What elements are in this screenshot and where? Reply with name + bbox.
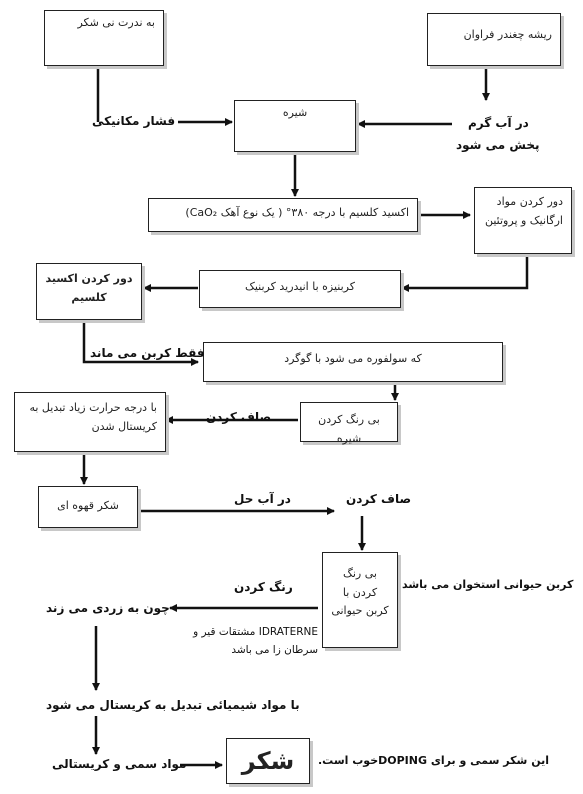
box-decolor-syrup: بی رنگ کردن شیره [300,402,398,442]
label-because-yellow: چون به زردی می زند [46,601,170,615]
label-toxic-crystal: مواد سمی و کریستالی [52,757,187,771]
label-chemical-crystal: با مواد شیمیائی تبدیل به کریستال می شود [46,698,300,712]
box-remove-organic: دور کردن مواد ارگانیک و پروتئین [474,187,572,254]
box-carbonate: کربنیزه با انیدرید کربنیک [199,270,401,308]
label-filtering-1: صاف کردن [206,410,272,424]
label-hot-water-line1: در آب گرم [468,116,529,130]
label-idraterne-note: IDRATERNE مشتقات قیر و سرطان زا می باشد [193,626,318,656]
label-dissolve-in-water: در آب حل [234,492,291,506]
arrow-organic-to-carbonate [408,254,527,288]
box-rarely-sugarcane: به ندرت نی شکر [44,10,164,66]
label-filtering-2: صاف کردن [346,492,412,506]
label-coloring: رنگ کردن [234,580,293,594]
box-syrup: شیره [234,100,356,152]
box-sulfurized: که سولفوره می شود با گوگرد [203,342,503,382]
box-brown-sugar: شکر قهوه ای [38,486,138,528]
box-calcium-oxide: اکسید کلسیم با درجه ۳۸۰° ( یک نوع آهک CaO₂) [148,198,418,232]
box-high-heat-crystal: با درجه حرارت زیاد تبدیل به کریستال شدن [14,392,166,452]
label-doping-note: این شکر سمی و برای DOPINGخوب است. [318,754,549,767]
box-beet-roots: ریشه چغندر فراوان [427,13,561,66]
box-decolor-bone-carbon: بی رنگ کردن با کربن حیوانی [322,552,398,648]
label-only-carbon: فقط کربن می ماند [90,346,205,360]
box-remove-calcium: دور کردن اکسید کلسیم [36,263,142,320]
label-mechanical-pressure: فشار مکانیکی [92,114,176,128]
label-hot-water-line2: پخش می شود [456,138,540,152]
label-animal-bone-carbon: کربن حیوانی استخوان می باشد [402,578,574,591]
box-sugar: شکر [226,738,310,784]
